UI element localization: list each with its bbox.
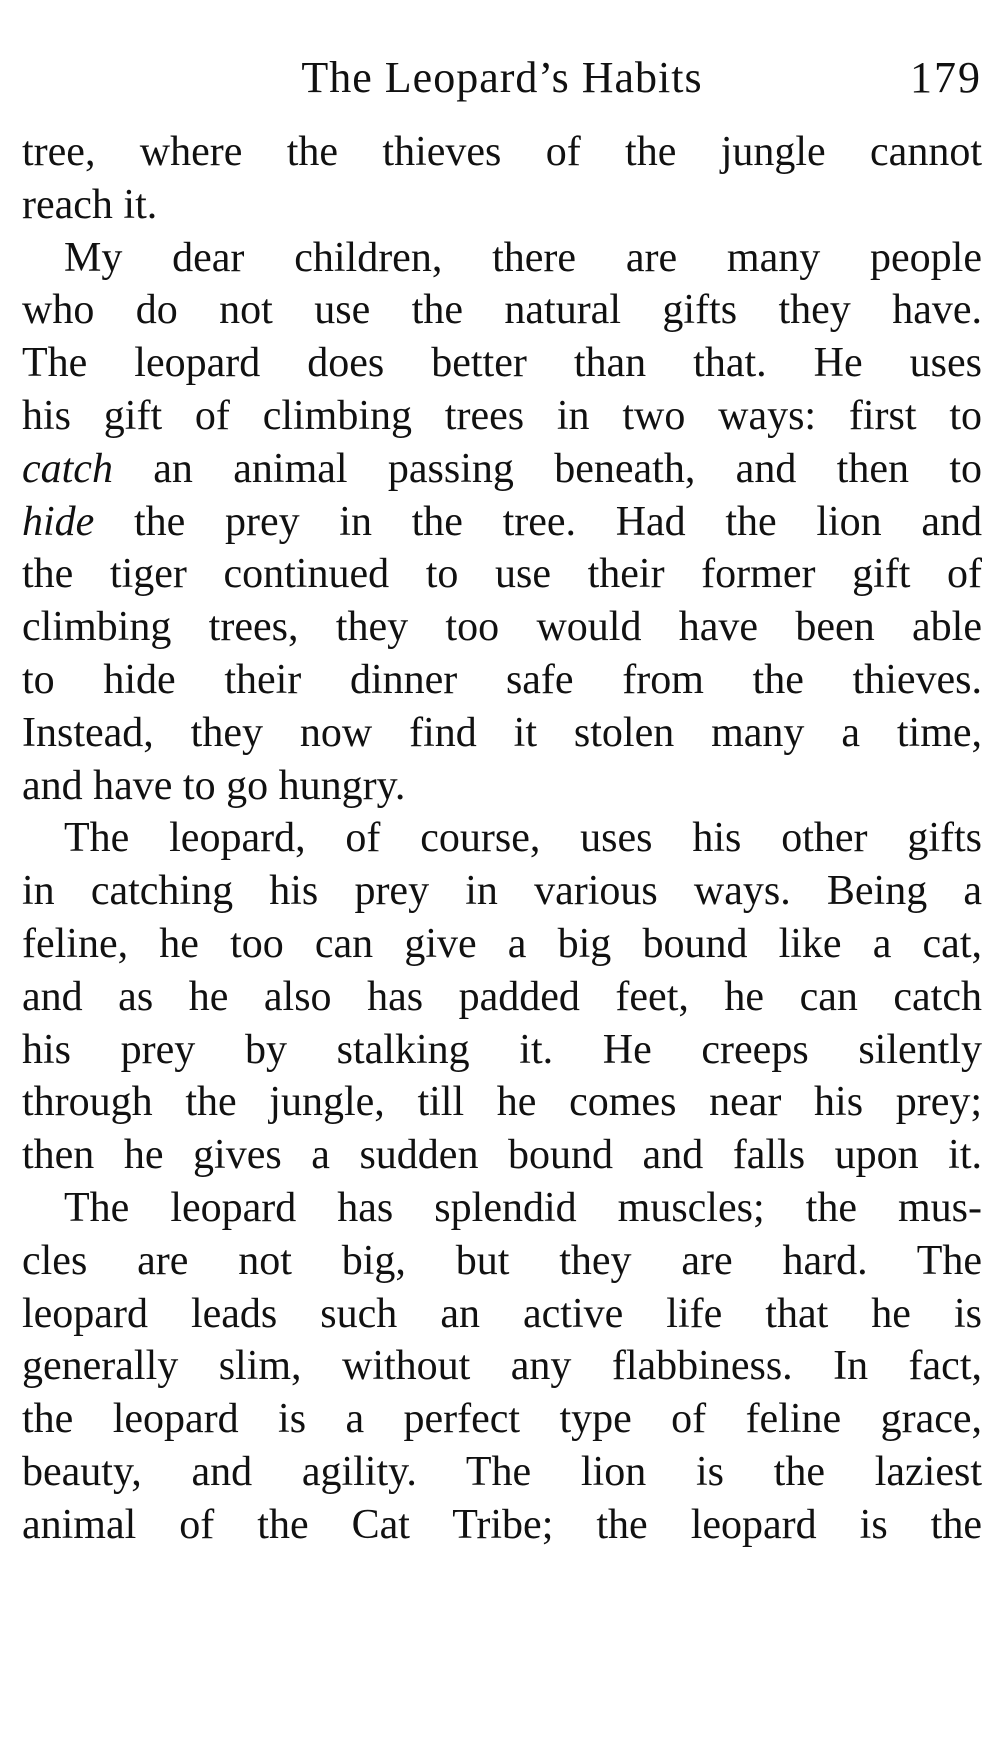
text-line: feline, he too can give a big bound like a cat,: [22, 920, 982, 967]
text-line: climbing trees, they too would have been able: [22, 604, 982, 651]
text-line: to hide their dinner safe from the thieves.: [22, 656, 982, 703]
text-line: The leopard does better than that. He uses: [22, 340, 982, 387]
text-line: the leopard is a perfect type of feline grace,: [22, 1396, 982, 1443]
text-line: and as he also has padded feet, he can catch: [22, 973, 982, 1020]
text-line: cles are not big, but they are hard. The: [22, 1237, 982, 1284]
text-line: catch an animal passing beneath, and then to: [22, 445, 982, 492]
text-line: who do not use the natural gifts they have.: [22, 287, 982, 334]
text-line: hide the prey in the tree. Had the lion and: [22, 498, 982, 545]
text-line: leopard leads such an active life that he is: [22, 1290, 982, 1337]
text-line: then he gives a sudden bound and falls upon it.: [22, 1132, 982, 1179]
running-title: The Leopard’s Habits: [301, 53, 703, 102]
text-line: animal of the Cat Tribe; the leopard is the: [22, 1501, 982, 1548]
text-line: Instead, they now find it stolen many a time,: [22, 709, 982, 756]
paragraph-first-line: The leopard, of course, uses his other gifts: [64, 815, 982, 862]
paragraph-first-line: The leopard has splendid muscles; the mus-: [64, 1184, 982, 1231]
body-text: [22, 126, 982, 1552]
page-number: 179: [910, 53, 982, 102]
text-line: beauty, and agility. The lion is the laziest: [22, 1448, 982, 1495]
running-head: [22, 40, 982, 116]
book-page: [22, 40, 982, 1552]
text-line: in catching his prey in various ways. Being a: [22, 868, 982, 915]
text-line: reach it.: [22, 181, 158, 228]
text-line: and have to go hungry.: [22, 762, 406, 809]
text-line: the tiger continued to use their former gift of: [22, 551, 982, 598]
italic-word: hide: [22, 498, 95, 545]
text-line: his prey by stalking it. He creeps silently: [22, 1026, 982, 1073]
italic-word: catch: [22, 445, 113, 492]
text-line: his gift of climbing trees in two ways: first to: [22, 392, 982, 439]
paragraph-first-line: My dear children, there are many people: [64, 234, 982, 281]
text-line: through the jungle, till he comes near his prey;: [22, 1079, 982, 1126]
text-line: generally slim, without any flabbiness. In fact,: [22, 1343, 982, 1390]
text-line: tree, where the thieves of the jungle cannot: [22, 129, 982, 175]
